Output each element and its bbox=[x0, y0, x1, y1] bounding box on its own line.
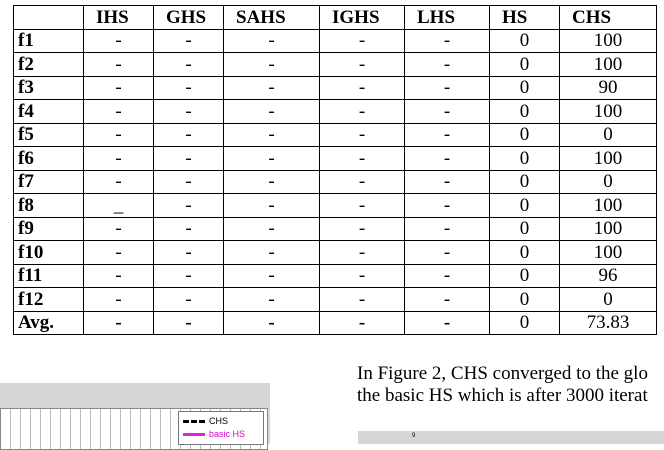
table-cell: - bbox=[405, 147, 490, 171]
table-row bbox=[14, 288, 657, 312]
table-cell: - bbox=[320, 147, 405, 171]
table-cell: - bbox=[320, 311, 405, 335]
table-cell: 90 bbox=[560, 76, 657, 100]
table-cell: - bbox=[84, 288, 154, 312]
table-cell: - bbox=[224, 170, 320, 194]
table-cell: - bbox=[84, 241, 154, 265]
table-cell: - bbox=[154, 123, 224, 147]
table-cell: 0 bbox=[490, 194, 560, 218]
table-cell: 0 bbox=[490, 217, 560, 241]
table-cell: - bbox=[405, 100, 490, 124]
table-cell: - bbox=[84, 29, 154, 53]
table-cell: - bbox=[154, 241, 224, 265]
table-cell: - bbox=[405, 264, 490, 288]
table-cell: - bbox=[154, 147, 224, 171]
table-row bbox=[14, 311, 657, 335]
table-cell: 100 bbox=[560, 100, 657, 124]
table-cell: - bbox=[320, 170, 405, 194]
table-cell: 96 bbox=[560, 264, 657, 288]
legend bbox=[178, 411, 264, 445]
table-body bbox=[14, 29, 657, 335]
table-cell: 0 bbox=[560, 170, 657, 194]
column-header: GHS bbox=[154, 6, 224, 30]
table-cell: 100 bbox=[560, 217, 657, 241]
table-cell: 100 bbox=[560, 194, 657, 218]
table-row bbox=[14, 100, 657, 124]
results-table bbox=[13, 5, 657, 335]
table-cell: - bbox=[84, 170, 154, 194]
table-cell: - bbox=[224, 311, 320, 335]
table-cell: 100 bbox=[560, 147, 657, 171]
table-row bbox=[14, 217, 657, 241]
legend-swatch-chs bbox=[183, 420, 205, 423]
table-cell: - bbox=[405, 194, 490, 218]
table-cell: - bbox=[224, 76, 320, 100]
table-cell: - bbox=[320, 288, 405, 312]
column-header: IHS bbox=[84, 6, 154, 30]
table-cell: - bbox=[224, 123, 320, 147]
table-cell: - bbox=[224, 53, 320, 77]
row-label: f4 bbox=[14, 100, 84, 124]
table-cell: - bbox=[84, 217, 154, 241]
table-cell: - bbox=[224, 241, 320, 265]
column-header: LHS bbox=[405, 6, 490, 30]
table-cell: - bbox=[320, 76, 405, 100]
convergence-figure bbox=[0, 383, 270, 444]
table-header-row bbox=[14, 6, 657, 30]
column-header: CHS bbox=[560, 6, 657, 30]
table-cell: - bbox=[154, 170, 224, 194]
row-label: f3 bbox=[14, 76, 84, 100]
table-cell: - bbox=[405, 53, 490, 77]
table-row bbox=[14, 194, 657, 218]
table-cell: - bbox=[320, 53, 405, 77]
table-row bbox=[14, 147, 657, 171]
table-row bbox=[14, 170, 657, 194]
table-cell: - bbox=[154, 288, 224, 312]
table-cell: - bbox=[84, 311, 154, 335]
table-cell: - bbox=[224, 264, 320, 288]
legend-label-chs: CHS bbox=[209, 416, 229, 426]
table-cell: 0 bbox=[490, 288, 560, 312]
row-label: f5 bbox=[14, 123, 84, 147]
paragraph-line-1: In Figure 2, CHS converged to the glo bbox=[357, 363, 648, 384]
table-cell: 0 bbox=[490, 170, 560, 194]
row-label: f11 bbox=[14, 264, 84, 288]
table-cell: 100 bbox=[560, 241, 657, 265]
legend-swatch-basic-hs bbox=[183, 433, 205, 436]
table-cell: - bbox=[320, 194, 405, 218]
table-cell: - bbox=[320, 241, 405, 265]
row-label: f1 bbox=[14, 29, 84, 53]
table-cell: 0 bbox=[490, 241, 560, 265]
column-header: SAHS bbox=[224, 6, 320, 30]
column-header: IGHS bbox=[320, 6, 405, 30]
table-row bbox=[14, 76, 657, 100]
table-cell: - bbox=[154, 53, 224, 77]
table-cell: - bbox=[84, 264, 154, 288]
row-label: f9 bbox=[14, 217, 84, 241]
table-cell: 0 bbox=[490, 100, 560, 124]
table-cell: - bbox=[84, 123, 154, 147]
table-cell: - bbox=[154, 194, 224, 218]
table-cell: _ bbox=[84, 194, 154, 218]
table-cell: - bbox=[405, 217, 490, 241]
table-row bbox=[14, 53, 657, 77]
table-cell: - bbox=[84, 76, 154, 100]
table-cell: - bbox=[154, 76, 224, 100]
table-row bbox=[14, 264, 657, 288]
row-label: f2 bbox=[14, 53, 84, 77]
table-cell: - bbox=[224, 100, 320, 124]
table-cell: - bbox=[154, 264, 224, 288]
table-cell: 0 bbox=[490, 76, 560, 100]
table-cell: 73.83 bbox=[560, 311, 657, 335]
table-cell: - bbox=[154, 217, 224, 241]
table-cell: - bbox=[405, 76, 490, 100]
table-cell: - bbox=[84, 100, 154, 124]
table-cell: - bbox=[154, 311, 224, 335]
table-cell: 0 bbox=[490, 123, 560, 147]
table-cell: - bbox=[224, 194, 320, 218]
table-cell: - bbox=[320, 123, 405, 147]
table-cell: - bbox=[84, 147, 154, 171]
table-cell: - bbox=[405, 311, 490, 335]
table-cell: 100 bbox=[560, 53, 657, 77]
table-cell: - bbox=[320, 29, 405, 53]
table-cell: - bbox=[84, 53, 154, 77]
table-cell: - bbox=[154, 29, 224, 53]
table-cell: 0 bbox=[560, 288, 657, 312]
table-cell: - bbox=[320, 100, 405, 124]
table-cell: 0 bbox=[490, 53, 560, 77]
table-cell: 0 bbox=[490, 264, 560, 288]
table-cell: 0 bbox=[490, 29, 560, 53]
table-cell: 100 bbox=[560, 29, 657, 53]
table-cell: - bbox=[154, 100, 224, 124]
table-cell: - bbox=[405, 170, 490, 194]
table-row bbox=[14, 123, 657, 147]
row-label: f8 bbox=[14, 194, 84, 218]
column-header bbox=[14, 6, 84, 30]
table-row bbox=[14, 241, 657, 265]
table-cell: - bbox=[320, 217, 405, 241]
table-row bbox=[14, 29, 657, 53]
table-cell: - bbox=[405, 123, 490, 147]
row-label: f10 bbox=[14, 241, 84, 265]
axis-tick-label: 9 bbox=[412, 433, 416, 439]
legend-label-basic-hs: basic HS bbox=[209, 429, 246, 439]
table-cell: - bbox=[224, 217, 320, 241]
table-cell: 0 bbox=[560, 123, 657, 147]
body-paragraph bbox=[357, 363, 664, 407]
table-cell: - bbox=[405, 29, 490, 53]
legend-entry-chs bbox=[183, 415, 228, 427]
row-label: Avg. bbox=[14, 311, 84, 335]
paragraph-line-2: the basic HS which is after 3000 iterat bbox=[357, 385, 648, 406]
row-label: f7 bbox=[14, 170, 84, 194]
table-cell: 0 bbox=[490, 311, 560, 335]
column-header: HS bbox=[490, 6, 560, 30]
row-label: f6 bbox=[14, 147, 84, 171]
table-cell: - bbox=[405, 288, 490, 312]
table-cell: - bbox=[224, 29, 320, 53]
table-cell: - bbox=[224, 147, 320, 171]
second-figure bbox=[358, 431, 664, 444]
table-cell: 0 bbox=[490, 147, 560, 171]
table-cell: - bbox=[320, 264, 405, 288]
row-label: f12 bbox=[14, 288, 84, 312]
legend-entry-basic-hs bbox=[183, 428, 245, 440]
table-cell: - bbox=[405, 241, 490, 265]
table-cell: - bbox=[224, 288, 320, 312]
